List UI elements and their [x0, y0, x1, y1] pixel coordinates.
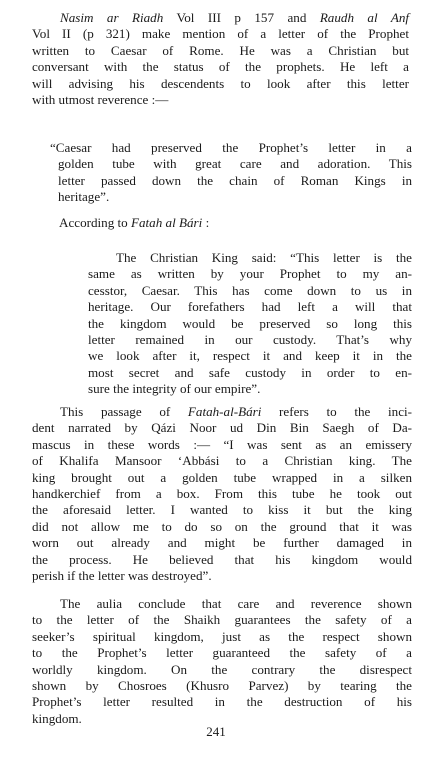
text-line: Vol II (p 321) make mention of a letter of the Prophet: [32, 26, 409, 42]
text-line: kingdom.: [32, 710, 82, 726]
text-line: dent narrated by Qázi Noor ud Din Bin Saegh of Da-: [32, 420, 412, 436]
text-line: perish if the letter was destroyed”.: [32, 568, 212, 584]
text-line: shown by Chosroes (Khusro Parvez) by tearing the: [32, 678, 412, 694]
text-line: did not allow me to do so on the ground that it was: [32, 518, 412, 534]
text-line: worn out already and might be further damaged in: [32, 535, 412, 551]
text-line: most secret and safe custody in order to en-: [88, 364, 412, 380]
fatah-al-bari-intro: [59, 215, 359, 231]
text-line: letter remained in our custody. That’s why: [88, 332, 412, 348]
text-line: conversant with the status of the prophets. He left a: [32, 59, 409, 75]
text-line: Nasim ar Riadh Vol III p 157 and Raudh al Anf: [60, 10, 410, 25]
christian-king-quote: [88, 250, 412, 398]
text-line: “Caesar had preserved the Prophet’s letter in a: [50, 140, 412, 155]
text-line: with utmost reverence :—: [32, 92, 169, 108]
text-line: heritage”.: [58, 189, 110, 205]
text-line: to the Prophet’s letter guaranteed the safety of a: [32, 645, 412, 661]
text-line: worldly kingdom. On the contrary the disrespect: [32, 661, 412, 677]
caesar-quote: [50, 140, 412, 206]
text-line: letter passed down the chain of Roman Kings in: [58, 172, 412, 188]
text-line: same as written by your Prophet to my an-: [88, 266, 412, 282]
aulia-paragraph: [32, 596, 412, 727]
passage-paragraph: [32, 404, 412, 584]
text-line: of Khalifa Mansoor ‘Abbási to a Christian king. The: [32, 453, 412, 469]
text-line: seeker’s spiritual kingdom, just as the respect shown: [32, 628, 412, 644]
text-line: written to Caesar of Rome. He was a Christian but: [32, 42, 409, 58]
page-number: 241: [206, 724, 226, 739]
text-line: will advising his descendents to look after this letter: [32, 75, 409, 91]
text-line: The aulia conclude that care and reverence shown: [60, 596, 412, 611]
text-line: we look after it, respect it and keep it in the: [88, 348, 412, 364]
text-line: The Christian King said: “This letter is the: [116, 250, 412, 265]
text-line: Prophet’s letter resulted in the destruction of his: [32, 694, 412, 710]
text-line: heritage. Our forefathers had left a will that: [88, 299, 412, 315]
text-line: mascus in these words :— “I was sent as an emissery: [32, 436, 412, 452]
text-line: king brought out a golden tube wrapped in a silken: [32, 469, 412, 485]
text-line: the kingdom would be preserved so long this: [88, 315, 412, 331]
text-line: the aforesaid letter. I wanted to kiss it but the king: [32, 502, 412, 518]
text-line: handkerchief from a box. From this tube he took out: [32, 486, 412, 502]
text-line: to the letter of the Shaikh guarantees the safety of a: [32, 612, 412, 628]
text-line: the process. He believed that his kingdom would: [32, 551, 412, 567]
intro-paragraph: [32, 10, 409, 108]
text-line: sure the integrity of our empire”.: [88, 381, 261, 397]
text-line: This passage of Fatah-al-Bári refers to the inci-: [60, 404, 412, 419]
text-line: According to Fatah al Bári :: [59, 215, 210, 230]
text-line: golden tube with great care and adoration. This: [58, 156, 412, 172]
text-line: cesstor, Caesar. This has come down to us in: [88, 282, 412, 298]
